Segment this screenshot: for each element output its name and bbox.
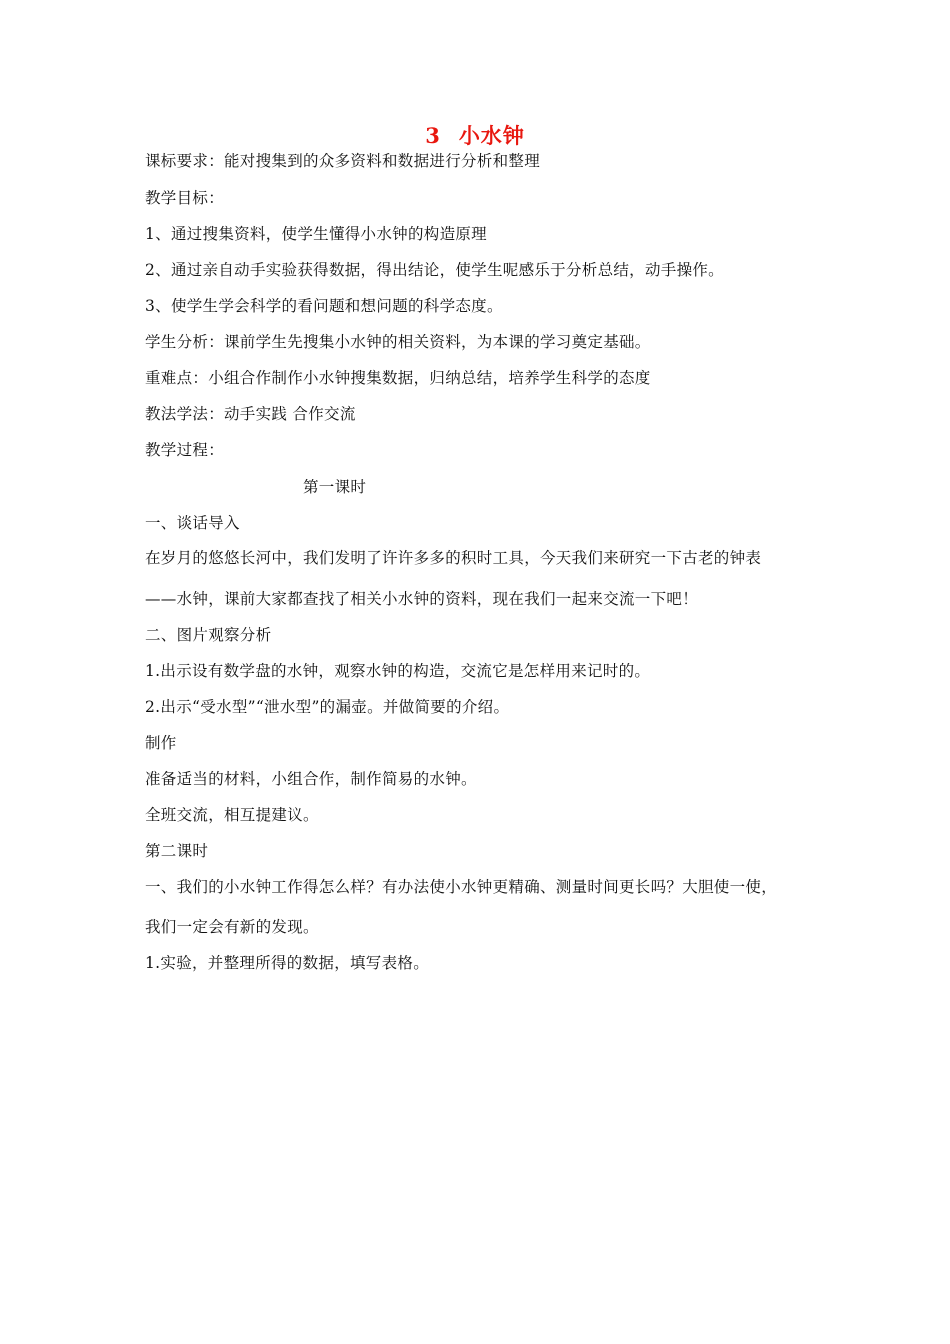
picture-item-2: 2.出示“受水型”“泄水型”的漏壶。并做简要的介绍。: [145, 698, 510, 716]
teaching-process-heading: 教学过程：: [145, 441, 225, 459]
experiment-item-1: 1.实验，并整理所得的数据，填写表格。: [145, 954, 429, 972]
student-analysis: 学生分析：课前学生先搜集小水钟的相关资料，为本课的学习奠定基础。: [145, 333, 651, 351]
title-text: 小水钟: [458, 123, 525, 148]
lesson-two-question-line-1: 一、我们的小水钟工作得怎么样？有办法使小水钟更精确、测量时间更长吗？大胆使一使，: [145, 878, 778, 896]
making-step-2: 全班交流，相互提建议。: [145, 806, 319, 824]
intro-paragraph-line-2: ——水钟，课前大家都查找了相关小水钟的资料，现在我们一起来交流一下吧！: [145, 590, 699, 608]
goal-item-3: 3、使学生学会科学的看问题和想问题的科学态度。: [145, 297, 503, 315]
curriculum-requirement: 课标要求：能对搜集到的众多资料和数据进行分析和整理: [145, 152, 541, 170]
teaching-goals-heading: 教学目标：: [145, 189, 225, 207]
making-heading: 制作: [145, 734, 177, 752]
section-intro-heading: 一、谈话导入: [145, 514, 240, 532]
intro-paragraph-line-1: 在岁月的悠悠长河中，我们发明了许许多多的积时工具，今天我们来研究一下古老的钟表: [145, 549, 762, 567]
lesson-two-question-line-2: 我们一定会有新的发现。: [145, 918, 319, 936]
key-difficulties: 重难点：小组合作制作小水钟搜集数据，归纳总结，培养学生科学的态度: [145, 369, 651, 387]
teaching-methods: 教法学法：动手实践 合作交流: [145, 405, 356, 423]
goal-item-1: 1、通过搜集资料，使学生懂得小水钟的构造原理: [145, 225, 487, 243]
title-number: 3: [425, 123, 441, 148]
picture-item-1: 1.出示设有数学盘的水钟，观察水钟的构造，交流它是怎样用来记时的。: [145, 662, 651, 680]
lesson-two-heading: 第二课时: [145, 842, 209, 860]
goal-item-2: 2、通过亲自动手实验获得数据，得出结论，使学生呢感乐于分析总结，动手操作。: [145, 261, 724, 279]
lesson-one-heading: 第一课时: [303, 478, 367, 496]
making-step-1: 准备适当的材料，小组合作，制作简易的水钟。: [145, 770, 477, 788]
section-picture-analysis-heading: 二、图片观察分析: [145, 626, 272, 644]
page-title: [0, 122, 950, 150]
